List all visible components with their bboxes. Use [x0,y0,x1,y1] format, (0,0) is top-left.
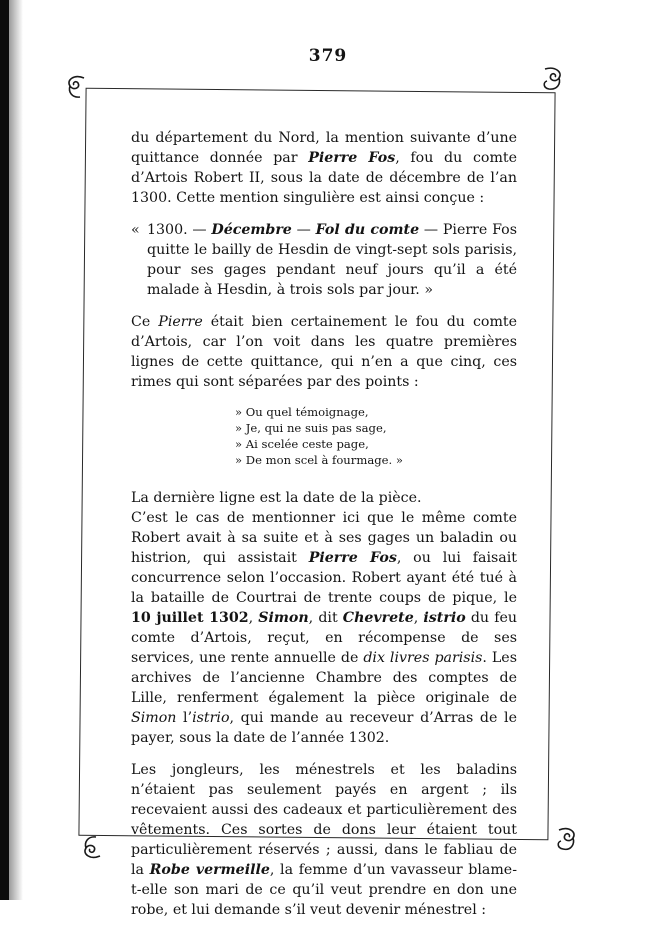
corner-ornament-icon [537,64,567,94]
quittance-quote [131,220,517,300]
text-run: , fou du comte d’Artois Robert II, sous la date de décembre de l’an 1300. Cette mention singulière est ainsi conçue : [131,150,518,206]
text-run: Les jongleurs, les ménestrels et les baladins n’étaient pas seulement payés en argent ; ils recevaient aussi des cadeaux et particulièrement des vêtements. Ces sortes de dons leur étaient tout particulièrement réservés ; aussi, dans le fabliau de la [131,762,517,878]
paragraph-1 [131,128,517,208]
fabliau-title: Robe vermeille [149,862,270,878]
sum-text: dix livres parisis [363,650,483,666]
paragraph-5 [131,760,517,920]
person-name: Pierre Fos [308,550,397,566]
gutter-shading [9,0,23,900]
text-run: Ce [131,314,159,330]
person-name: Simon [258,610,309,626]
verse-line: » De mon scel à fourmage. » [235,453,403,467]
text-run: , dit [308,610,343,626]
quote-date: 1300. — [147,222,207,238]
text-run: , [413,610,424,626]
quote-month: Décembre [211,222,292,238]
person-name: Pierre [158,314,203,330]
title-word: istrio [192,710,230,726]
quote-heading: Fol du comte [315,222,420,238]
person-name: Pierre Fos [308,150,396,166]
text-run: était bien certainement le fou du comte d’Artois, car l’on voit dans les quatre premières lignes de cette quittance, qui n’en a que cinq, ces rimes qui sont séparées par des points : [131,314,517,390]
text-run: , la femme d’un vavasseur blame-t-elle son mari de ce qu’il veut prendre en don une robe, et lui demande s’il veut devenir ménestrel : [131,862,517,918]
paragraph-2 [131,312,517,392]
quote-mark: » [424,282,434,298]
text-run: du feu comte d’Artois, reçut, en récompense de ses services, une rente annuelle de [131,610,517,666]
rhyme-verse [235,404,517,468]
text-run: . Les archives de l’ancienne Chambre des comptes de Lille, renferment également la pièce originale de [131,650,517,706]
verse-line: » Ai scelée ceste page, [235,437,369,451]
verse-line: » Ou quel témoignage, [235,405,369,419]
date-text: 10 juillet 1302 [131,610,249,626]
text-run: du département du Nord, la mention suivante d’une quittance donnée par [131,130,517,166]
quote-text [131,220,517,300]
paragraph-4 [131,508,517,748]
title-word: istrio [423,610,466,626]
quote-body: — Pierre Fos quitte le bailly de Hesdin de vingt-sept sols parisis, pour ses gages pendant neuf jours qu’il a été malade à Hesdin, à trois sols par jour. [147,222,517,298]
corner-ornament-icon [78,832,108,862]
paragraph-3: La dernière ligne est la date de la pièce. [131,490,422,506]
quote-dash: — [296,222,311,238]
text-run: C’est le cas de mentionner ici que le même comte Robert avait à sa suite et à ses gages un baladin ou histrion, qui assistait [131,510,517,566]
corner-ornament-icon [62,72,92,102]
page-number: 379 [308,46,348,66]
page-body [131,128,517,932]
text-run: , [248,610,259,626]
verse-line: » Je, qui ne suis pas sage, [235,421,387,435]
text-run: l’ [176,710,193,726]
person-name: Simon [131,710,177,726]
corner-ornament-icon [551,824,581,854]
text-run: , qui mande au receveur d’Arras de le payer, sous la date de l’année 1302. [131,710,517,746]
quote-mark: « [131,222,140,238]
person-name: Chevrete [342,610,414,626]
book-spine-shadow [0,0,9,900]
text-run: , ou lui faisait concurrence selon l’occasion. Robert ayant été tué à la bataille de Courtrai de trente coups de pique, le [131,550,517,606]
